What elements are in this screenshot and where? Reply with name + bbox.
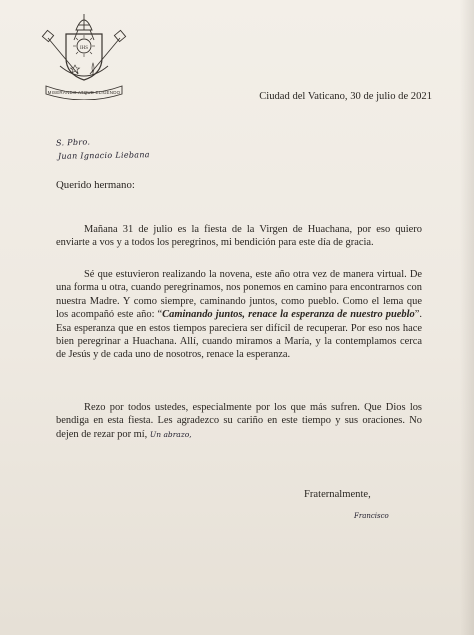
addressee-name-handwritten: Juan Ignacio Liebana (57, 150, 150, 161)
salutation: Querido hermano: (56, 179, 135, 191)
handwritten-embrace: Un abrazo, (149, 429, 192, 439)
motto-quote: Caminando juntos, renace la esperanza de nuestro pueblo (162, 309, 415, 321)
paragraph-1: Mañana 31 de julio es la fiesta de la Virgen de Huachana, por eso quiero enviarte a vos y a todos los peregrinos, mi bendición para este día de gracia. (56, 224, 422, 249)
papal-coat-of-arms-icon (38, 8, 130, 100)
addressee-title-handwritten: S. Pbro. (55, 137, 91, 148)
emblem-monogram: IHS (79, 46, 89, 51)
page-edge-shadow (460, 0, 474, 635)
closing-phrase: Fraternalmente, (304, 489, 371, 500)
paragraph-3-text: Rezo por todos ustedes, especialmente por los que más sufren. Que Dios los bendiga en esta fiesta. Les agradezco su cariño en este tiempo y sus oraciones. No dejen de rezar por mí, (56, 402, 422, 440)
svg-text:Francisco: Francisco (354, 512, 389, 520)
paragraph-2-text-start: Sé que estuvieron realizando la novena, este año otra vez de manera virtual. De una forma u otra, cuando peregrinamos, nos ponemos en camino para encontrarnos con nuestra Madre. Y como siempre, caminando juntos, como pueblo. Como el lema que los acompañó este año: “ (56, 269, 422, 321)
place-and-date: Ciudad del Vaticano, 30 de julio de 2021 (259, 91, 432, 102)
paragraph-2-text-end: ”. Esa esperanza que en estos tiempos pareciera ser difícil de recuperar. Por eso nos hace bien peregrinar a Huachana. Allí, cuando miramos a María, y la contemplamos cerca de Jesús y de cada uno de nosotros, renace la esperanza. (56, 309, 422, 361)
handwritten-signature (352, 508, 392, 522)
paragraph-3 (56, 401, 422, 441)
paragraph-2 (56, 268, 422, 362)
letterhead-motto: MISERANDO ATQUE ELIGENDO (47, 90, 121, 95)
